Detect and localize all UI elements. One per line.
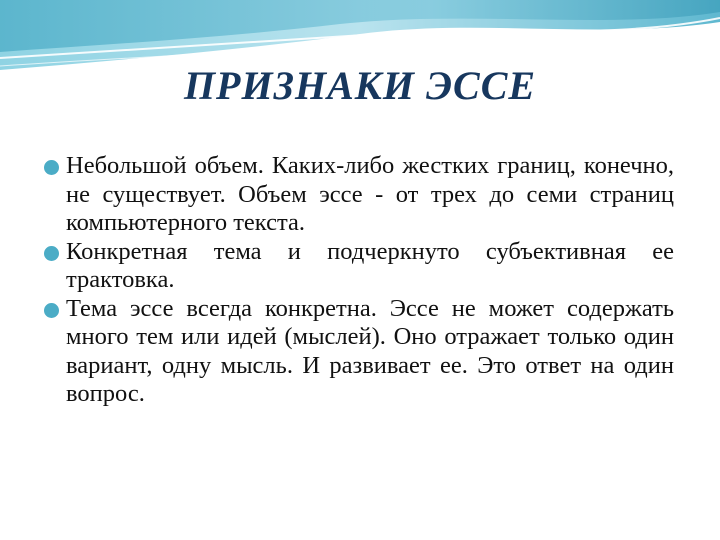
- bullet-item: [44, 295, 674, 409]
- bullet-dot-icon: [44, 303, 59, 318]
- bullet-text: Конкретная тема и подчеркнуто субъективная ее трактовка.: [66, 237, 674, 293]
- bullet-text: Тема эссе всегда конкретна. Эссе не может содержать много тем или идей (мыслей). Оно отражает только один вариант, одну мысль. И развивает ее. Это ответ на один вопрос.: [66, 294, 674, 407]
- bullet-item: [44, 238, 674, 295]
- slide-title: ПРИЗНАКИ ЭССЕ: [183, 63, 537, 108]
- bullet-dot-icon: [44, 246, 59, 261]
- bullet-text: Небольшой объем. Каких-либо жестких границ, конечно, не существует. Объем эссе - от трех до семи страниц компьютерного текста.: [66, 152, 674, 236]
- bullet-item: [44, 152, 674, 238]
- bullet-dot-icon: [44, 160, 59, 175]
- bullet-list: [44, 152, 674, 409]
